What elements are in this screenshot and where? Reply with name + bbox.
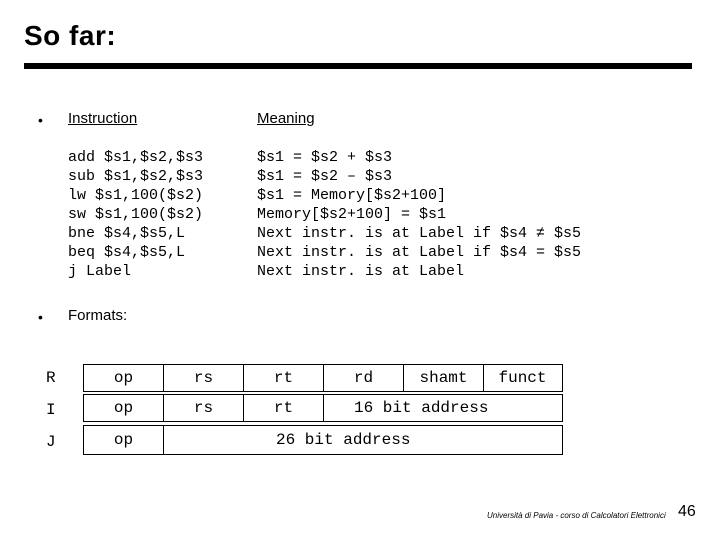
i-field-op: op bbox=[84, 395, 164, 421]
bullet-instructions: • bbox=[38, 112, 43, 128]
instruction-add: add $s1,$s2,$s3 bbox=[68, 149, 204, 166]
instruction-sub: sub $s1,$s2,$s3 bbox=[68, 168, 204, 185]
i-field-rt: rt bbox=[244, 395, 324, 421]
title-underline bbox=[24, 63, 692, 69]
instruction-lw: lw $s1,100($s2) bbox=[68, 187, 204, 204]
meaning-beq: Next instr. is at Label if $s4 = $s5 bbox=[257, 244, 582, 261]
instruction-beq: beq $s4,$s5,L bbox=[68, 244, 186, 261]
i-format-box bbox=[83, 394, 563, 422]
r-field-funct: funct bbox=[498, 369, 547, 387]
instruction-bne: bne $s4,$s5,L bbox=[68, 225, 186, 242]
meaning-lw: $s1 = Memory[$s2+100] bbox=[257, 187, 447, 204]
footer-text: Università di Pavia - corso di Calcolatori Elettronici bbox=[487, 511, 666, 520]
i-field-rs: rs bbox=[164, 395, 244, 421]
r-field-rs: rs bbox=[164, 365, 244, 391]
formats-label: Formats: bbox=[68, 307, 128, 324]
meaning-add: $s1 = $s2 + $s3 bbox=[257, 149, 393, 166]
r-field-op: op bbox=[84, 365, 164, 391]
format-letter-r: R bbox=[46, 369, 56, 387]
meaning-sw: Memory[$s2+100] = $s1 bbox=[257, 206, 447, 223]
j-format-box bbox=[83, 425, 563, 455]
slide-title: So far: bbox=[24, 20, 117, 51]
meaning-sub: $s1 = $s2 – $s3 bbox=[257, 168, 393, 185]
instruction-j: j Label bbox=[68, 263, 132, 280]
meaning-header: Meaning bbox=[257, 110, 315, 127]
r-format-box bbox=[83, 364, 563, 392]
r-field-rd: rd bbox=[324, 365, 404, 391]
i-field-address: 16 bit address bbox=[354, 399, 489, 417]
page-number: 46 bbox=[678, 503, 696, 520]
instruction-sw: sw $s1,100($s2) bbox=[68, 206, 204, 223]
bullet-formats: • bbox=[38, 309, 43, 325]
j-field-address: 26 bit address bbox=[276, 431, 411, 449]
format-letter-j: J bbox=[46, 433, 56, 451]
format-letter-i: I bbox=[46, 401, 56, 419]
r-field-shamt: shamt bbox=[404, 365, 484, 391]
j-field-op: op bbox=[84, 426, 164, 454]
meaning-j: Next instr. is at Label bbox=[257, 263, 465, 280]
meaning-bne: Next instr. is at Label if $s4 ≠ $s5 bbox=[257, 225, 582, 242]
r-field-rt: rt bbox=[244, 365, 324, 391]
instruction-header: Instruction bbox=[68, 110, 138, 127]
